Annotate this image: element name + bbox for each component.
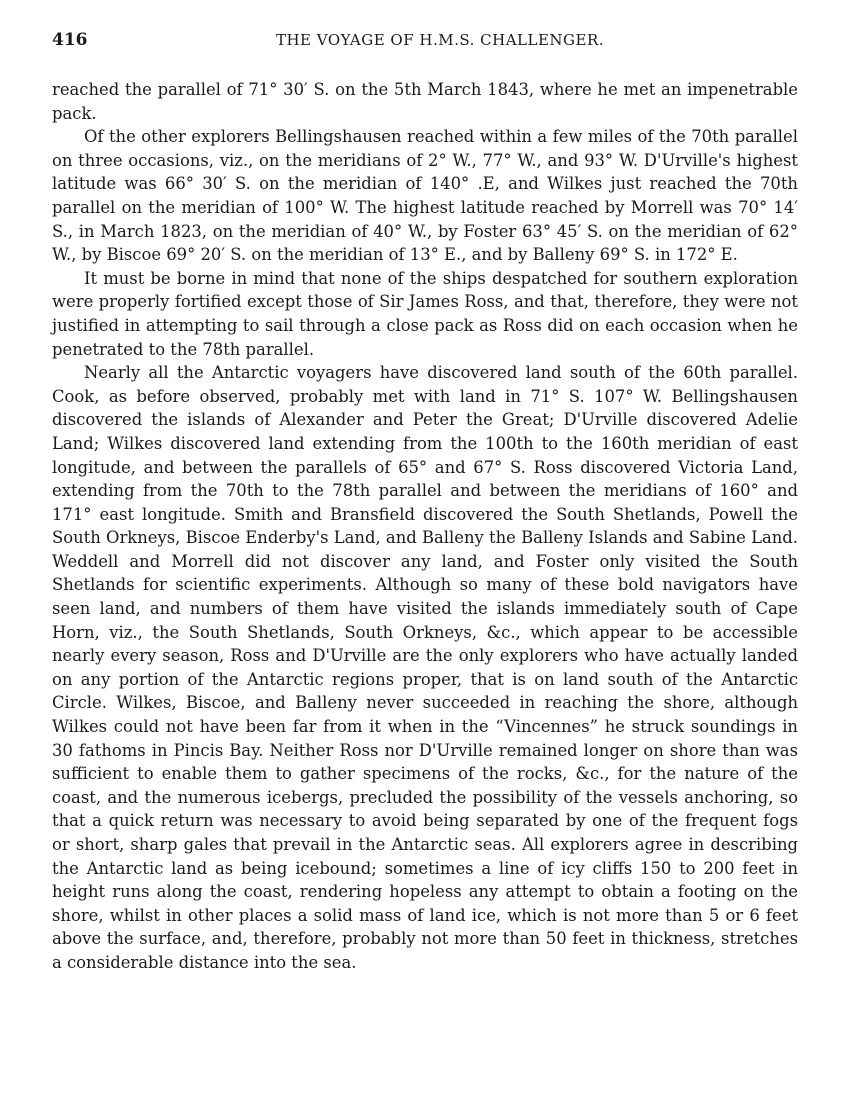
paragraph-explorers-latitudes: Of the other explorers Bellingshausen reached within a few miles of the 70th parallel on three occasions, viz., on the meridians of 2° W., 77° W., and 93° W. D'Urville's highest latitude was 66° 30′ S. on the meridian of 140° .E, and Wilkes just reached the 70th parallel on the meridian of 100° W. The highest latitude reached by Morrell was 70° 14′ S., in March 1823, on the meridian of 40° W., by Foster 63° 45′ S. on the meridian of 62° W., by Biscoe 69° 20′ S. on the meridian of 13° E., and by Balleny 69° S. in 172° E.	[52, 127, 798, 265]
paragraph-land-discoveries: Nearly all the Antarctic voyagers have discovered land south of the 60th parallel. Cook, as before observed, probably met with land in 71° S. 107° W. Bellingshausen discovered the islands of Alexander and Peter the Great; D'Urville discovered Adelie Land; Wilkes discovered land extending from the 100th to the 160th meridian of east longitude, and between the parallels of 65° and 67° S. Ross discovered Victoria Land, extending from the 70th to the 78th parallel and between the meridians of 160° and 171° east longitude. Smith and Bransfield discovered the South Shetlands, Powell the South Orkneys, Biscoe Enderby's Land, and Balleny the Balleny Islands and Sabine Land. Weddell and Morrell did not discover any land, and Foster only visited the South Shetlands for scientific experiments. Although so many of these bold navigators have seen land, and numbers of them have visited the islands immediately south of Cape Horn, viz., the South Shetlands, South Orkneys, &c., which appear to be accessible nearly every season, Ross and D'Urville are the only explorers who have actually landed on any portion of the Antarctic regions proper, that is on land south of the Antarctic Circle. Wilkes, Biscoe, and Balleny never succeeded in reaching the shore, although Wilkes could not have been far from it when in the “Vincennes” he struck soundings in 30 fathoms in Pincis Bay. Neither Ross nor D'Urville remained longer on shore than was sufficient to enable them to gather specimens of the rocks, &c., for the nature of the coast, and the numerous icebergs, precluded the possibility of the vessels anchoring, so that a quick return was necessary to avoid being separated by one of the frequent fogs or short, sharp gales that prevail in the Antarctic seas. All explorers agree in describing the Antarctic land as being icebound; sometimes a line of icy cliffs 150 to 200 feet in height runs along the coast, rendering hopeless any attempt to obtain a footing on the shore, whilst in other places a solid mass of land ice, which is not more than 5 or 6 feet above the surface, and, therefore, probably not more than 50 feet in thickness, stretches a considerable distance into the sea.	[52, 363, 798, 972]
page-header	[52, 30, 798, 58]
body-text	[52, 78, 798, 975]
paragraph-continuation: reached the parallel of 71° 30′ S. on the 5th March 1843, where he met an impenetrable pack.	[52, 80, 798, 123]
page-number: 416	[52, 30, 88, 50]
paragraph-ships-fortified: It must be borne in mind that none of the ships despatched for southern exploration were properly fortified except those of Sir James Ross, and that, therefore, they were not justified in attempting to sail through a close pack as Ross did on each occasion when he penetrated to the 78th parallel.	[52, 268, 798, 359]
book-page	[52, 30, 798, 975]
running-title: THE VOYAGE OF H.M.S. CHALLENGER.	[275, 31, 605, 49]
